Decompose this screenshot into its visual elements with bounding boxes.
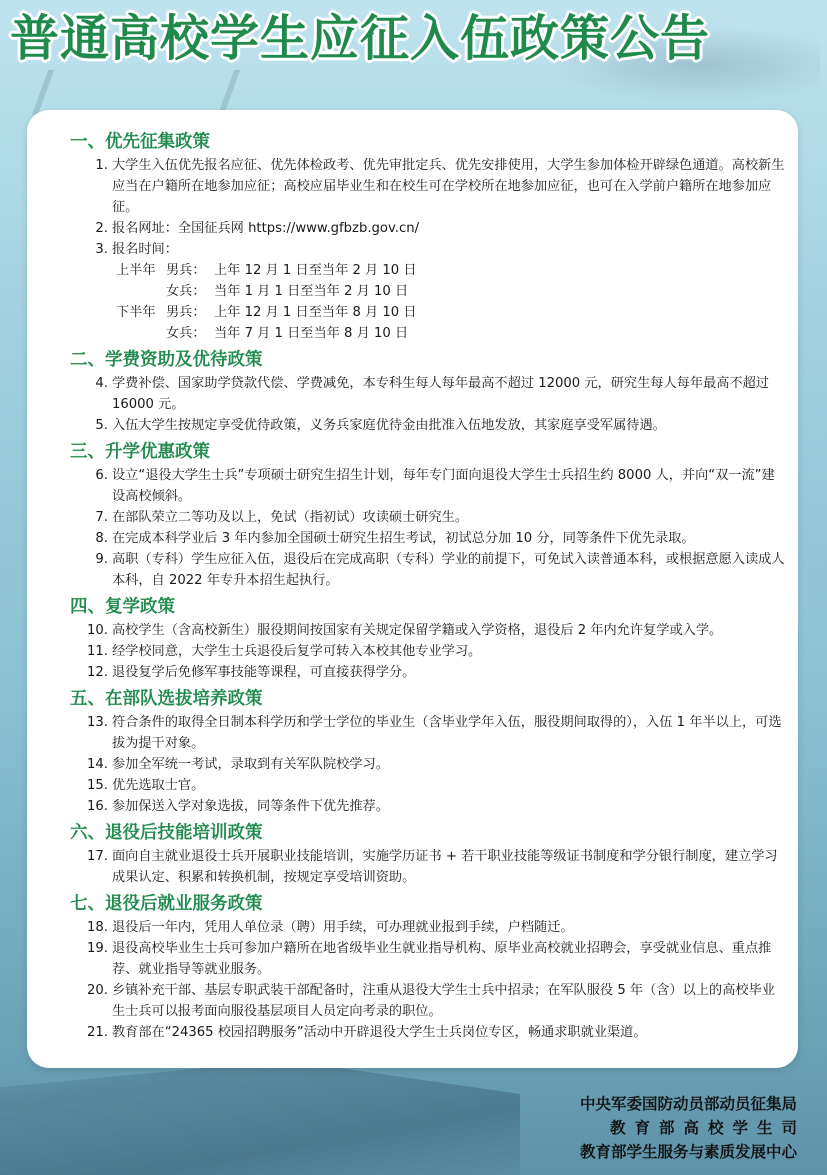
item-number: 15.	[87, 778, 108, 793]
policy-item	[70, 662, 785, 683]
policy-section	[70, 821, 785, 888]
issuer-line-3: 教育部学生服务与素质发展中心	[579, 1143, 797, 1161]
schedule-date-range: 当年 7 月 1 日至当年 8 月 10 日	[214, 326, 409, 341]
schedule-date-range: 上年 12 月 1 日至当年 8 月 10 日	[214, 305, 417, 320]
item-text: 经学校同意，大学生士兵退役后复学可转入本校其他专业学习。	[112, 644, 482, 659]
item-number: 9.	[95, 552, 108, 567]
policy-item	[70, 620, 785, 641]
item-text: 参加保送入学对象选拔，同等条件下优先推荐。	[112, 799, 389, 814]
item-text: 符合条件的取得全日制本科学历和学士学位的毕业生（含毕业学年入伍，服役期间取得的），入伍 1 年半以上，可选拔为提干对象。	[112, 715, 782, 751]
policy-section	[70, 440, 785, 591]
item-number: 16.	[87, 799, 108, 814]
item-number: 8.	[95, 531, 108, 546]
item-number: 6.	[95, 468, 108, 483]
schedule-half-year: 上半年	[116, 263, 156, 278]
item-number: 5.	[95, 418, 108, 433]
item-text: 在部队荣立二等功及以上，免试（指初试）攻读硕士研究生。	[112, 510, 469, 525]
item-number: 10.	[87, 623, 108, 638]
item-number: 12.	[87, 665, 108, 680]
policy-item	[70, 1022, 785, 1043]
policy-item	[70, 775, 785, 796]
item-text: 高校学生（含高校新生）服役期间按国家有关规定保留学籍或入学资格，退役后 2 年内允许复学或入学。	[112, 623, 723, 638]
schedule-category: 女兵：	[166, 284, 206, 299]
schedule-category: 男兵：	[166, 263, 206, 278]
page-title: 普通高校学生应征入伍政策公告	[10, 10, 711, 67]
section-heading: 一、优先征集政策	[70, 132, 210, 152]
item-text: 教育部在“24365 校园招聘服务”活动中开辟退役大学生士兵岗位专区，畅通求职就业渠道。	[112, 1025, 647, 1040]
policy-item	[70, 938, 785, 980]
item-text: 入伍大学生按规定享受优待政策，义务兵家庭优待金由批准入伍地发放，其家庭享受军属待遇。	[112, 418, 666, 433]
policy-item	[70, 917, 785, 938]
policy-item	[70, 155, 785, 218]
section-heading: 七、退役后就业服务政策	[70, 894, 263, 914]
item-number: 14.	[87, 757, 108, 772]
policy-item	[70, 239, 785, 260]
item-number: 4.	[95, 376, 108, 391]
policy-item	[70, 754, 785, 775]
item-number: 17.	[87, 849, 108, 864]
schedule-half-year	[112, 281, 166, 302]
item-text: 退役高校毕业生士兵可参加户籍所在地省级毕业生就业指导机构、原毕业高校就业招聘会，享受就业信息、重点推荐、就业指导等就业服务。	[112, 941, 772, 977]
policy-section	[70, 892, 785, 1043]
schedule-date-range: 当年 1 月 1 日至当年 2 月 10 日	[214, 284, 409, 299]
item-number: 13.	[87, 715, 108, 730]
policy-content	[70, 130, 785, 1047]
item-number: 20.	[87, 983, 108, 998]
policy-item	[70, 712, 785, 754]
item-text: 报名时间：	[112, 242, 178, 257]
section-heading: 五、在部队选拔培养政策	[70, 689, 263, 709]
item-number: 19.	[87, 941, 108, 956]
policy-item	[70, 549, 785, 591]
section-heading: 二、学费资助及优待政策	[70, 350, 263, 370]
policy-item	[70, 218, 785, 239]
policy-item	[70, 796, 785, 817]
item-text: 高职（专科）学生应征入伍，退役后在完成高职（专科）学业的前提下，可免试入读普通本科，或根据意愿入读成人本科，自 2022 年专升本招生起执行。	[112, 552, 785, 588]
item-number: 1.	[95, 158, 108, 173]
item-text: 退役复学后免修军事技能等课程，可直接获得学分。	[112, 665, 416, 680]
policy-item	[70, 507, 785, 528]
schedule-category: 女兵：	[166, 326, 206, 341]
schedule-indent	[70, 260, 112, 281]
item-number: 7.	[95, 510, 108, 525]
item-text: 退役后一年内，凭用人单位录（聘）用手续，可办理就业报到手续，户档随迁。	[112, 920, 574, 935]
schedule-indent	[70, 323, 112, 344]
section-heading: 四、复学政策	[70, 597, 175, 617]
schedule-date-range: 上年 12 月 1 日至当年 2 月 10 日	[214, 263, 417, 278]
item-text: 在完成本科学业后 3 年内参加全国硕士研究生招生考试，初试总分加 10 分，同等条件下优先录取。	[112, 531, 695, 546]
schedule-category: 男兵：	[166, 305, 206, 320]
item-number: 21.	[87, 1025, 108, 1040]
policy-item	[70, 465, 785, 507]
policy-section	[70, 595, 785, 683]
policy-section	[70, 687, 785, 817]
policy-item	[70, 373, 785, 415]
issuer-line-1: 中央军委国防动员部动员征集局	[579, 1095, 797, 1113]
policy-item	[70, 980, 785, 1022]
item-text: 面向自主就业退役士兵开展职业技能培训，实施学历证书 + 若干职业技能等级证书制度和学分银行制度，建立学习成果认定、积累和转换机制，按规定享受培训资助。	[112, 849, 778, 885]
section-heading: 三、升学优惠政策	[70, 442, 210, 462]
schedule-indent	[70, 302, 112, 323]
schedule-half-year: 下半年	[116, 305, 156, 320]
item-text: 乡镇补充干部、基层专职武装干部配备时，注重从退役大学生士兵中招录；在军队服役 5 年（含）以上的高校毕业生士兵可以报考面向服役基层项目人员定向考录的职位。	[112, 983, 775, 1019]
item-number: 11.	[87, 644, 108, 659]
schedule-half-year	[112, 323, 166, 344]
background-line-decoration	[32, 70, 240, 115]
policy-section	[70, 348, 785, 436]
issuer-block	[457, 1092, 806, 1164]
item-text: 报名网址：全国征兵网 https://www.gfbzb.gov.cn/	[112, 221, 420, 236]
item-number: 2.	[95, 221, 108, 236]
issuer-line-2: 教育部高校学生司	[609, 1119, 806, 1137]
item-text: 学费补偿、国家助学贷款代偿、学费减免，本专科生每人每年最高不超过 12000 元，研究生每人每年最高不超过 16000 元。	[112, 376, 769, 412]
item-text: 设立“退役大学生士兵”专项硕士研究生招生计划，每年专门面向退役大学生士兵招生约 8000 人，并向“双一流”建设高校倾斜。	[112, 468, 775, 504]
schedule-row	[70, 281, 785, 302]
item-number: 18.	[87, 920, 108, 935]
schedule-row	[70, 323, 785, 344]
item-text: 优先选取士官。	[112, 778, 205, 793]
policy-item	[70, 415, 785, 436]
section-heading: 六、退役后技能培训政策	[70, 823, 263, 843]
policy-section	[70, 130, 785, 344]
policy-card	[27, 110, 798, 1068]
schedule-row	[70, 260, 785, 281]
item-number: 3.	[95, 242, 108, 257]
item-text: 参加全军统一考试，录取到有关军队院校学习。	[112, 757, 389, 772]
schedule-row	[70, 302, 785, 323]
policy-item	[70, 641, 785, 662]
policy-item	[70, 846, 785, 888]
policy-item	[70, 528, 785, 549]
item-text: 大学生入伍优先报名应征、优先体检政考、优先审批定兵、优先安排使用，大学生参加体检开辟绿色通道。高校新生应当在户籍所在地参加应征；高校应届毕业生和在校生可在学校所在地参加应征，也可在入学前户籍所在地参加应征。	[112, 158, 785, 215]
schedule-indent	[70, 281, 112, 302]
